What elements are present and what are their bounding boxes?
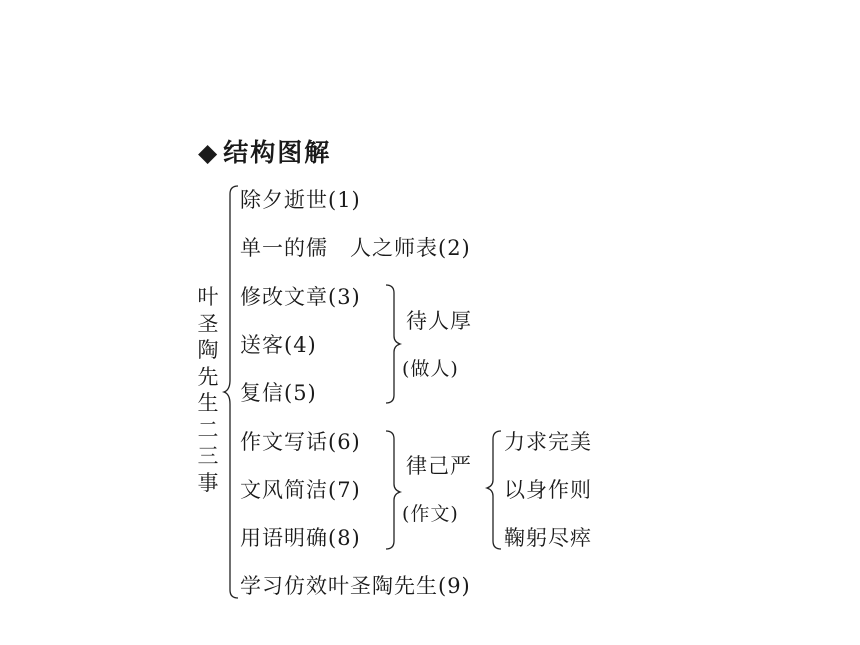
group2-brace [386,431,400,549]
root-char: 陶 [197,338,219,362]
item-9: 学习仿效叶圣陶先生(9) [240,574,471,598]
trait-3: 鞠躬尽瘁 [504,526,592,550]
trait-1: 力求完美 [504,430,592,454]
item-4: 送客(4) [240,333,317,357]
group2-note: (作文) [402,503,459,525]
root-char: 叶 [197,285,219,309]
root-char: 生 [197,391,219,415]
group2-label: 律己严 [406,454,472,478]
root-char: 二 [197,417,219,442]
traits-brace [487,431,501,549]
trait-2: 以身作则 [504,478,592,502]
root-topic [196,284,220,496]
item-8: 用语明确(8) [240,526,361,550]
item-6: 作文写话(6) [240,430,361,454]
item-1: 除夕逝世(1) [240,188,361,212]
item-7: 文风简洁(7) [240,478,361,502]
item-2: 单一的儒 人之师表(2) [240,236,471,260]
root-char: 圣 [197,311,219,336]
diamond-marker-icon: ◆ [198,138,220,167]
item-5: 复信(5) [240,381,317,405]
heading-text: 结构图解 [223,138,332,167]
group1-brace [386,285,400,403]
item-3: 修改文章(3) [240,285,361,309]
root-char: 先 [197,364,219,389]
root-char: 三 [197,444,219,468]
root-char: 事 [197,470,219,495]
main-brace [224,186,238,598]
group1-note: (做人) [402,358,459,380]
group1-label: 待人厚 [406,309,472,333]
